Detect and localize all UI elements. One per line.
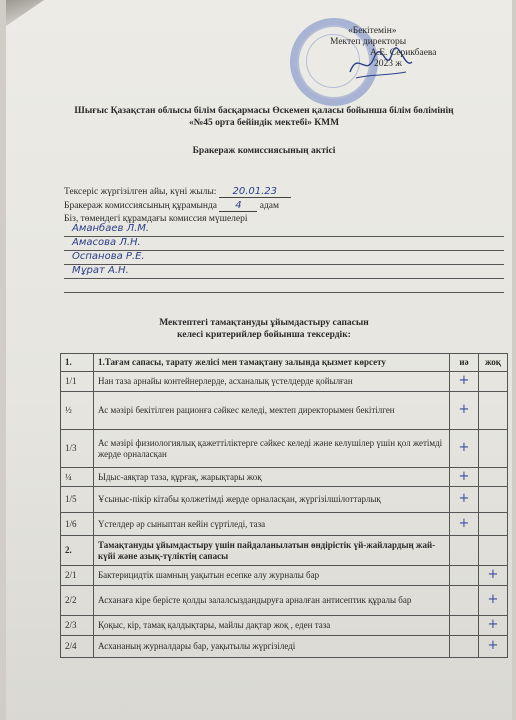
yes-mark [450, 616, 479, 636]
no-mark [479, 536, 508, 566]
organization-header [44, 105, 484, 129]
yes-mark: + [450, 430, 479, 468]
table-row [61, 616, 508, 636]
column-no-header: жоқ [479, 354, 508, 372]
table-row [61, 636, 508, 658]
yes-mark: + [450, 487, 479, 513]
row-number: 2/3 [61, 616, 94, 636]
member-name: Амасова Л.Н. [72, 237, 141, 248]
commission-label: Бракераж комиссиясының құрамында [64, 201, 217, 211]
row-number: 2/4 [61, 636, 94, 658]
table-row [61, 430, 508, 468]
row-number: 1/5 [61, 487, 94, 513]
row-criterion: Қоқыс, кір, тамақ қалдықтары, майлы дақтар жоқ , еден таза [94, 616, 450, 636]
table-row [61, 372, 508, 392]
criteria-table [60, 353, 508, 658]
row-criterion: Нан таза арнайы контейнерлерде, асханалық үстелдерде қойылған [94, 372, 450, 392]
row-number: 1. [61, 354, 94, 372]
row-number: 1/1 [61, 372, 94, 392]
member-line [64, 224, 504, 237]
yes-mark: + [450, 392, 479, 430]
table-row [61, 487, 508, 513]
row-criterion: Асханаға кіре берісте қолды залалсыздандыруға арналған антисептик құралы бар [94, 586, 450, 616]
no-mark [479, 392, 508, 430]
approval-position: Мектеп директоры [330, 37, 407, 47]
no-mark [479, 430, 508, 468]
row-criterion: Бактерицидтік шамның уақытын есепке алу журналы бар [94, 566, 450, 586]
table-row [61, 392, 508, 430]
approval-title: «Бекітемін» [348, 26, 397, 36]
approval-block [330, 26, 437, 70]
table-row [61, 586, 508, 616]
act-title: Бракераж комиссиясының актісі [192, 146, 336, 156]
row-number: 2. [61, 536, 94, 566]
row-number: 2/1 [61, 566, 94, 586]
commission-unit: адам [259, 201, 280, 211]
row-number: 1/3 [61, 430, 94, 468]
date-label: Тексеріс жүргізілген айы, күні жылы: [64, 187, 217, 197]
row-number: ½ [61, 392, 94, 430]
criteria-intro [44, 317, 484, 341]
no-mark [479, 468, 508, 487]
yes-mark [450, 636, 479, 658]
table-section-row [61, 536, 508, 566]
no-mark [479, 513, 508, 536]
no-mark [479, 487, 508, 513]
yes-mark: + [450, 372, 479, 392]
row-criterion: Ас мәзірі физиологиялық қажеттіліктерге сәйкес келеді және келушілер үшін қол жетімді жерде орналасқан [94, 430, 450, 468]
table-row [61, 513, 508, 536]
folded-corner [6, 0, 44, 26]
commission-field [64, 200, 279, 212]
yes-mark [450, 536, 479, 566]
empty-line [64, 280, 504, 293]
criteria-intro-line-1: Мектептегі тамақтануды ұйымдастыру сапасын [159, 318, 369, 328]
document-page [6, 0, 512, 720]
member-name: Оспанова Р.Е. [72, 251, 145, 262]
member-line [64, 266, 504, 279]
yes-mark: + [450, 513, 479, 536]
row-criterion: Ас мәзірі бекітілген рационға сәйкес келеді, мектеп директорымен бекітілген [94, 392, 450, 430]
table-row [61, 468, 508, 487]
approval-year: 2023 ж [374, 59, 402, 69]
member-line [64, 252, 504, 265]
table-section-row [61, 354, 508, 372]
member-name: Мұрат А.Н. [72, 265, 129, 276]
no-mark: + [479, 566, 508, 586]
row-criterion: Ұсыныс-пікір кітабы қолжетімді жерде орналасқан, жүргізілшілоттарлық [94, 487, 450, 513]
org-line-2: «№45 орта бейіндік мектебі» КММ [188, 118, 340, 128]
row-criterion: 1.Тағам сапасы, тарату желісі мен тамақтану залында қызмет көрсету [94, 354, 450, 372]
row-number: 2/2 [61, 586, 94, 616]
no-mark: + [479, 616, 508, 636]
date-value: 20.01.23 [219, 186, 291, 198]
org-line-1: Шығыс Қазақстан облысы білім басқармасы Өскемен қаласы бойынша білім бөлімінің [74, 106, 454, 116]
row-number: ¼ [61, 468, 94, 487]
members-label: Біз, төмендегі құрамдағы комиссия мүшелері [64, 214, 248, 224]
yes-mark [450, 586, 479, 616]
commission-count: 4 [219, 200, 257, 212]
date-field [64, 186, 291, 198]
row-criterion: Үстелдер әр сыныптан кейін сүртіледі, таза [94, 513, 450, 536]
yes-mark [450, 566, 479, 586]
row-criterion: Асхананың журналдары бар, уақытылы жүргізіледі [94, 636, 450, 658]
member-name: Аманбаев Л.М. [72, 223, 150, 234]
row-criterion: Тамақтануды ұйымдастыру үшін пайдаланылатын өндірістік үй-жайлардың жай-күйі және азық-түліктің сапасы [94, 536, 450, 566]
column-yes-header: иә [450, 354, 479, 372]
table-row [61, 566, 508, 586]
row-criterion: Ыдыс-аяқтар таза, құрғақ, жарықтары жоқ [94, 468, 450, 487]
no-mark [479, 372, 508, 392]
no-mark: + [479, 586, 508, 616]
yes-mark: + [450, 468, 479, 487]
approval-name: А.Е. Серикбаева [370, 48, 437, 58]
member-line [64, 238, 504, 251]
criteria-intro-line-2: келесі критерийлер бойынша тексердік: [177, 330, 351, 340]
no-mark: + [479, 636, 508, 658]
row-number: 1/6 [61, 513, 94, 536]
